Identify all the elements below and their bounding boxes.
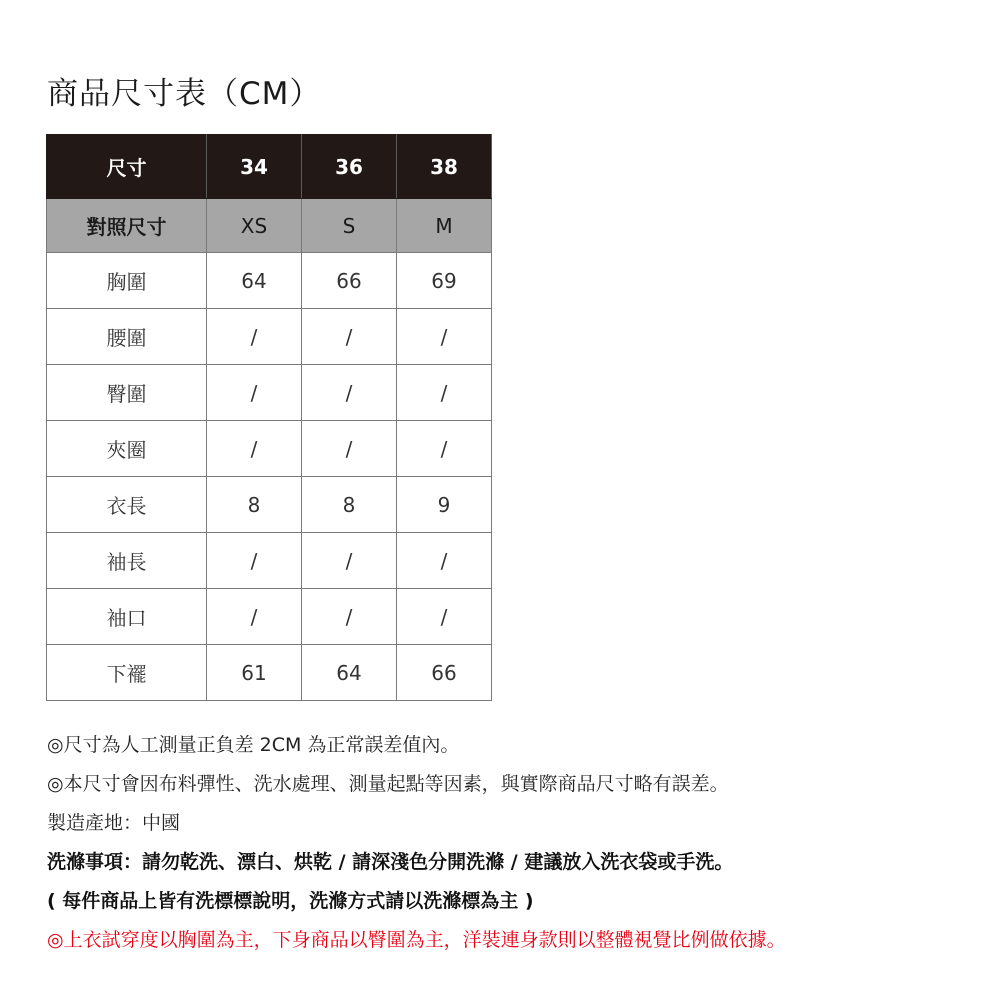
size-table <box>46 134 492 701</box>
header-label: 尺寸 <box>47 135 207 199</box>
table-cell: / <box>397 309 492 365</box>
table-cell: 66 <box>397 645 492 701</box>
header-size-36: 36 <box>302 135 397 199</box>
table-cell: 61 <box>207 645 302 701</box>
table-row <box>47 421 492 477</box>
reference-label: 對照尺寸 <box>47 199 207 253</box>
table-cell: / <box>302 533 397 589</box>
row-label: 袖口 <box>47 589 207 645</box>
table-cell: / <box>302 309 397 365</box>
row-label: 夾圈 <box>47 421 207 477</box>
header-size-38: 38 <box>397 135 492 199</box>
reference-size-xs: XS <box>207 199 302 253</box>
table-row <box>47 253 492 309</box>
table-cell: / <box>207 421 302 477</box>
table-cell: / <box>397 365 492 421</box>
table-row <box>47 589 492 645</box>
reference-size-m: M <box>397 199 492 253</box>
table-cell: 66 <box>302 253 397 309</box>
reference-size-s: S <box>302 199 397 253</box>
note-fit-guide: ◎上衣試穿度以胸圍為主，下身商品以臀圍為主，洋裝連身款則以整體視覺比例做依據。 <box>47 929 786 951</box>
table-cell: 9 <box>397 477 492 533</box>
table-cell: / <box>302 421 397 477</box>
row-label: 袖長 <box>47 533 207 589</box>
table-header-row <box>47 135 492 199</box>
table-cell: / <box>207 365 302 421</box>
table-cell: / <box>302 365 397 421</box>
row-label: 胸圍 <box>47 253 207 309</box>
row-label: 臀圍 <box>47 365 207 421</box>
table-cell: / <box>397 421 492 477</box>
table-row <box>47 477 492 533</box>
row-label: 腰圍 <box>47 309 207 365</box>
note-measurement-tolerance: ◎尺寸為人工測量正負差 2CM 為正常誤差值內。 <box>47 734 460 756</box>
note-fabric-variance: ◎本尺寸會因布料彈性、洗水處理、測量起點等因素，與實際商品尺寸略有誤差。 <box>47 773 729 795</box>
page-title: 商品尺寸表（CM） <box>47 76 322 112</box>
note-care-label: ( 每件商品上皆有洗標標說明，洗滌方式請以洗滌標為主 ) <box>47 890 534 912</box>
table-cell: / <box>302 589 397 645</box>
table-cell: 8 <box>207 477 302 533</box>
table-cell: / <box>207 589 302 645</box>
table-cell: 64 <box>207 253 302 309</box>
table-cell: / <box>397 589 492 645</box>
table-cell: / <box>397 533 492 589</box>
table-cell: 64 <box>302 645 397 701</box>
table-row <box>47 645 492 701</box>
reference-size-row <box>47 199 492 253</box>
table-row <box>47 365 492 421</box>
notes-section <box>47 726 987 960</box>
header-size-34: 34 <box>207 135 302 199</box>
table-cell: / <box>207 533 302 589</box>
table-row <box>47 309 492 365</box>
table-row <box>47 533 492 589</box>
table-cell: 69 <box>397 253 492 309</box>
row-label: 下襬 <box>47 645 207 701</box>
table-cell: / <box>207 309 302 365</box>
note-origin: 製造產地：中國 <box>47 812 181 834</box>
table-cell: 8 <box>302 477 397 533</box>
row-label: 衣長 <box>47 477 207 533</box>
note-washing-instructions: 洗滌事項：請勿乾洗、漂白、烘乾 / 請深淺色分開洗滌 / 建議放入洗衣袋或手洗。 <box>47 851 734 873</box>
